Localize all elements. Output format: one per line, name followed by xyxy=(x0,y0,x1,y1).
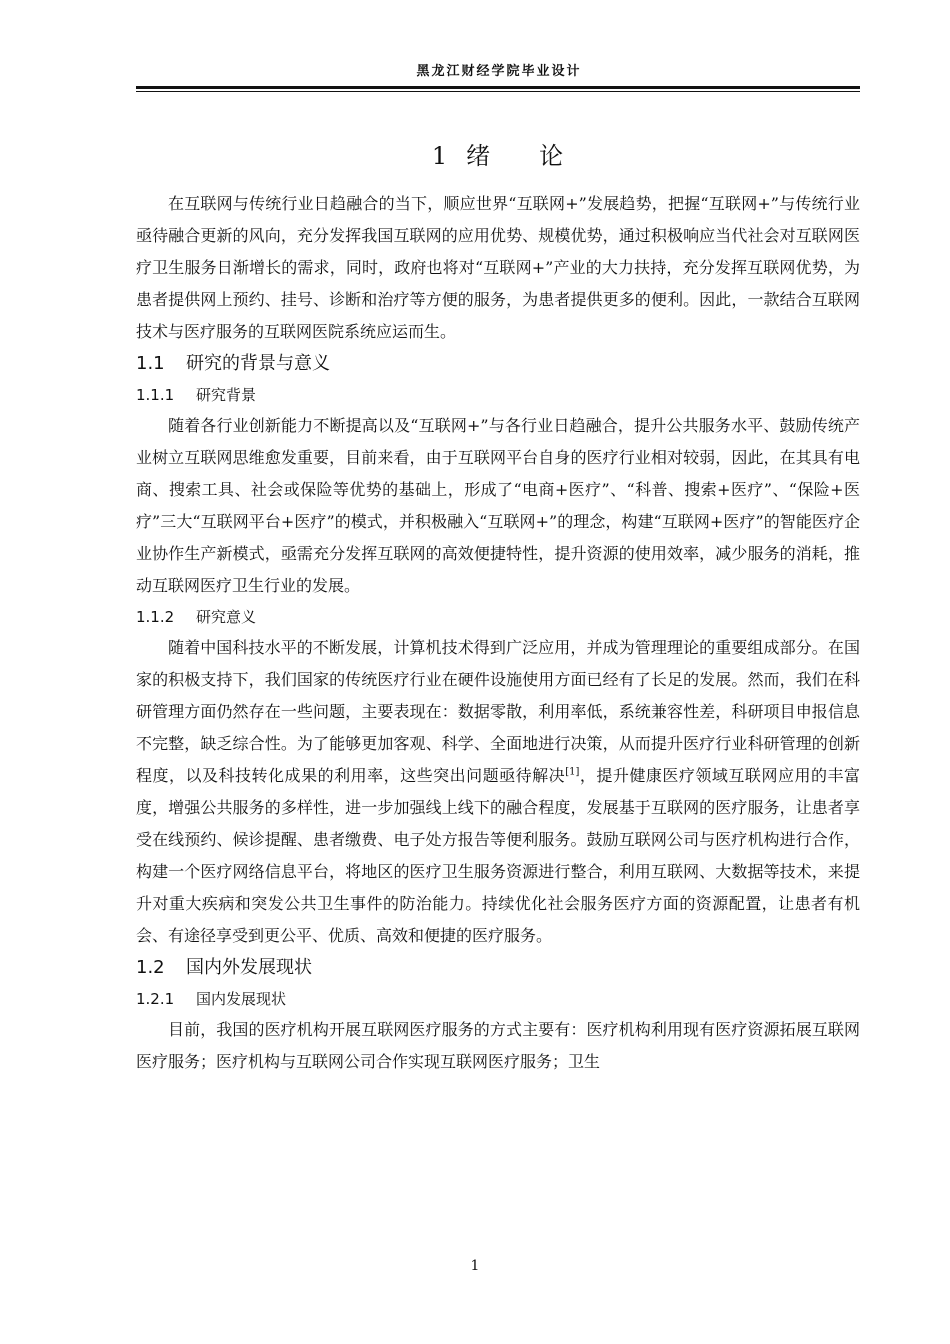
header-rule-thick xyxy=(136,86,860,89)
chapter-title xyxy=(136,138,860,174)
significance-text-after-citation: ，提升健康医疗领域互联网应用的丰富度，增强公共服务的多样性，进一步加强线上线下的融合程度，发展基于互联网的医疗服务，让患者享受在线预约、候诊提醒、患者缴费、电子处方报告等便利服务。鼓励互联网公司与医疗机构进行合作，构建一个医疗网络信息平台，将地区的医疗卫生服务资源进行整合，利用互联网、大数据等技术，来提升对重大疾病和突发公共卫生事件的防治能力。持续优化社会服务医疗方面的资源配置，让患者有机会、有途径享受到更公平、优质、高效和便捷的医疗服务。 xyxy=(136,766,860,945)
subsection-title: 国内发展现状 xyxy=(196,990,287,1008)
subsection-heading-1-1-2 xyxy=(136,602,860,632)
section-number: 1.2 xyxy=(136,957,165,978)
domestic-status-paragraph: 目前，我国的医疗机构开展互联网医疗服务的方式主要有：医疗机构利用现有医疗资源拓展互联网医疗服务；医疗机构与互联网公司合作实现互联网医疗服务；卫生 xyxy=(136,1020,860,1071)
citation-reference[interactable]: [1] xyxy=(565,766,580,778)
section-number: 1.1 xyxy=(136,353,165,374)
page-body xyxy=(136,138,860,1078)
chapter-title-part1: 绪 xyxy=(466,142,492,170)
section-heading-1-1 xyxy=(136,348,860,380)
subsection-number: 1.2.1 xyxy=(136,990,175,1008)
chapter-number: 1 xyxy=(431,142,449,170)
subsection-heading-1-2-1 xyxy=(136,984,860,1014)
subsection-heading-1-1-1 xyxy=(136,380,860,410)
section-title: 研究的背景与意义 xyxy=(186,353,330,374)
running-header: 黑龙江财经学院毕业设计 xyxy=(416,64,582,79)
page-number: 1 xyxy=(470,1258,480,1274)
chapter-title-part2: 论 xyxy=(539,142,565,170)
subsection-number: 1.1.2 xyxy=(136,608,175,626)
intro-paragraph: 在互联网与传统行业日趋融合的当下，顺应世界“互联网+”发展趋势，把握“互联网+”与传统行业亟待融合更新的风向，充分发挥我国互联网的应用优势、规模优势，通过积极响应当代社会对互联网医疗卫生服务日渐增长的需求，同时，政府也将对“互联网+”产业的大力扶持，充分发挥互联网优势，为患者提供网上预约、挂号、诊断和治疗等方便的服务，为患者提供更多的便利。因此，一款结合互联网技术与医疗服务的互联网医院系统应运而生。 xyxy=(136,194,860,341)
significance-text-before-citation: 随着中国科技水平的不断发展，计算机技术得到广泛应用，并成为管理理论的重要组成部分。在国家的积极支持下，我们国家的传统医疗行业在硬件设施使用方面已经有了长足的发展。然而，我们在科研管理方面仍然存在一些问题，主要表现在：数据零散，利用率低，系统兼容性差，科研项目申报信息不完整，缺乏综合性。为了能够更加客观、科学、全面地进行决策，从而提升医疗行业科研管理的创新程度，以及科技转化成果的利用率，这些突出问题亟待解决 xyxy=(136,638,860,785)
significance-paragraph xyxy=(136,632,860,952)
subsection-title: 研究背景 xyxy=(196,386,257,404)
subsection-number: 1.1.1 xyxy=(136,386,175,404)
background-paragraph: 随着各行业创新能力不断提高以及“互联网+”与各行业日趋融合，提升公共服务水平、鼓励传统产业树立互联网思维愈发重要，目前来看，由于互联网平台自身的医疗行业相对较弱，因此，在其具有电商、搜索工具、社会或保险等优势的基础上，形成了“电商+医疗”、“科普、搜索+医疗”、“保险+医疗”三大“互联网平台+医疗”的模式，并积极融入“互联网+”的理念，构建“互联网+医疗”的智能医疗企业协作生产新模式，亟需充分发挥互联网的高效便捷特性，提升资源的使用效率，减少服务的消耗，推动互联网医疗卫生行业的发展。 xyxy=(136,416,860,595)
subsection-title: 研究意义 xyxy=(196,608,257,626)
header-rule-thin xyxy=(136,91,860,92)
section-heading-1-2 xyxy=(136,952,860,984)
section-title: 国内外发展现状 xyxy=(186,957,312,978)
